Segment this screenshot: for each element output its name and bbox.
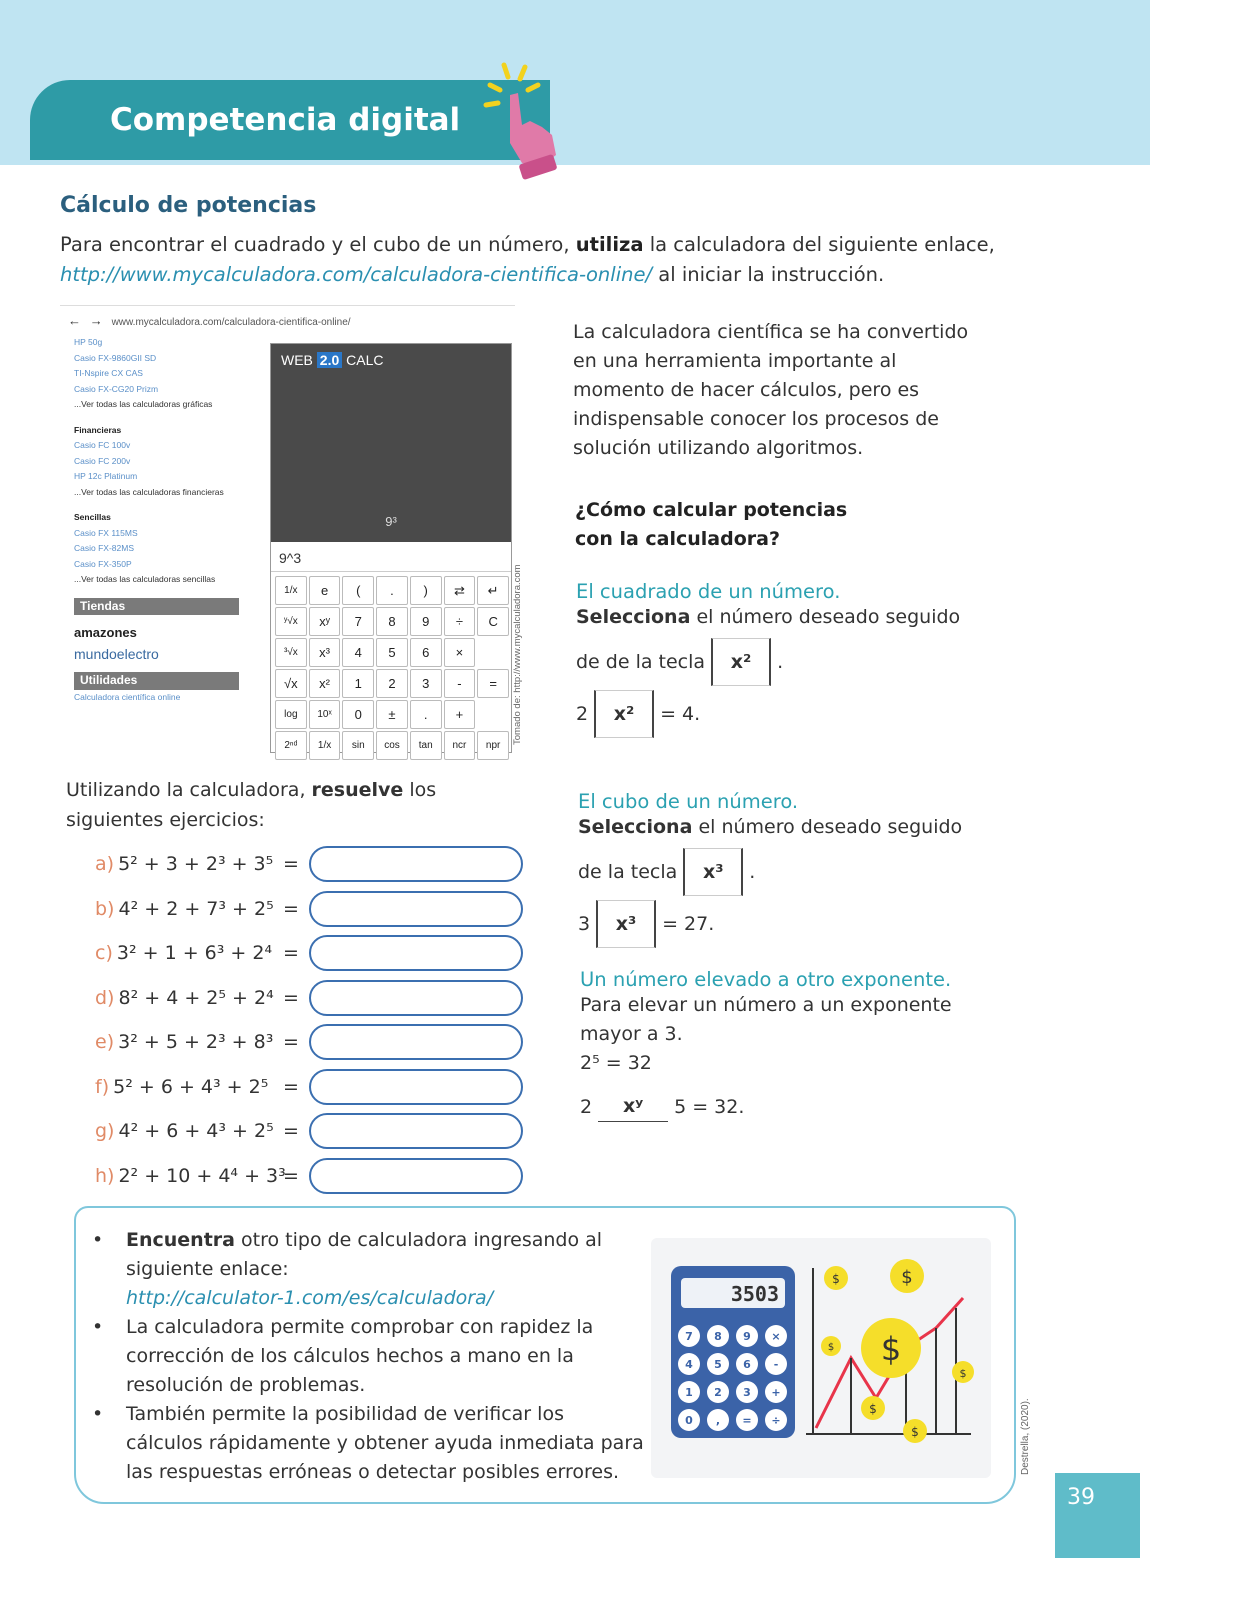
exercise-letter: e) <box>95 1031 115 1054</box>
calculator-keypad <box>275 576 509 760</box>
sidebar-entry[interactable]: Casio FX-82MS <box>74 543 134 553</box>
calculator-key[interactable]: 0 <box>342 700 374 729</box>
sidebar-entry[interactable]: Casio FC 100v <box>74 440 131 450</box>
exercise-expression: 8² + 4 + 2⁵ + 2⁴ <box>118 986 274 1009</box>
answer-box[interactable] <box>309 891 523 927</box>
answer-box[interactable] <box>309 1069 523 1105</box>
calculator-key[interactable]: 1/x <box>275 576 307 605</box>
sidebar-entry[interactable]: Casio FX 115MS <box>74 527 138 538</box>
calculator-money-illustration <box>651 1238 991 1478</box>
calculator-key[interactable]: ↵ <box>477 576 509 605</box>
equals-sign: = <box>283 897 299 920</box>
equals-sign: = <box>283 1075 299 1098</box>
sidebar-entry: Utilidades <box>74 672 239 690</box>
calculator-key[interactable]: C <box>477 607 509 636</box>
calculator-key[interactable]: log <box>275 700 307 729</box>
illustration-credit: Destrella, (2020). <box>1020 1398 1031 1475</box>
exercise-letter: g) <box>95 1120 115 1143</box>
sidebar-entry: Financieras <box>74 424 122 435</box>
equals-sign: = <box>283 986 299 1009</box>
equals-sign: = <box>283 942 299 965</box>
answer-box[interactable] <box>309 980 523 1016</box>
illustration-key-label: 0 <box>685 1414 693 1427</box>
calculator-key[interactable]: tan <box>410 731 442 760</box>
svg-text:$: $ <box>832 1272 840 1286</box>
calculator-key[interactable]: ÷ <box>444 607 476 636</box>
calculator-key[interactable]: 7 <box>342 607 374 636</box>
illustration-key-label: 6 <box>743 1358 751 1371</box>
answer-box[interactable] <box>309 846 523 882</box>
svg-text:$: $ <box>901 1267 913 1288</box>
calculator-key[interactable]: cos <box>376 731 408 760</box>
calculator-key[interactable]: 3 <box>410 669 442 698</box>
illustration-key-label: - <box>773 1358 779 1371</box>
section-heading: Cálculo de potencias <box>60 193 317 218</box>
calculator-key[interactable]: 1/x <box>309 731 341 760</box>
cube-title: El cubo de un número. <box>578 790 799 813</box>
sidebar-entry[interactable]: Casio FX-CG20 Prizm <box>74 383 159 394</box>
illustration-key-label: , <box>715 1414 721 1427</box>
calculator-key[interactable]: ( <box>342 576 374 605</box>
svg-text:$: $ <box>827 1342 835 1353</box>
exercise-expression: 5² + 6 + 4³ + 2⁵ <box>113 1075 269 1098</box>
illustration-key-label: 4 <box>685 1358 693 1371</box>
calculator-key[interactable]: × <box>444 638 476 667</box>
illustration-key-label: × <box>771 1330 781 1343</box>
answer-box[interactable] <box>309 1158 523 1194</box>
exercise-expression: 4² + 2 + 7³ + 2⁵ <box>118 897 274 920</box>
exercise-item <box>95 842 535 887</box>
calculator-key[interactable]: 9 <box>410 607 442 636</box>
illustration-key-label: 3 <box>743 1386 751 1399</box>
sidebar-entry[interactable]: HP 50g <box>74 337 103 347</box>
calculator-display: 9³ <box>385 514 397 529</box>
calculator-key[interactable]: 10ˣ <box>309 700 341 729</box>
exercise-list <box>95 842 535 1198</box>
exercise-expression: 4² + 6 + 4³ + 2⁵ <box>118 1120 274 1143</box>
exercise-expression: 2² + 10 + 4⁴ + 3³ <box>118 1164 286 1187</box>
illustration-key-label: 8 <box>714 1330 722 1343</box>
illustration-key-label: = <box>742 1414 752 1427</box>
calculator-sidebar-list <box>74 335 254 705</box>
sidebar-entry[interactable]: Casio FX-9860GII SD <box>74 352 157 363</box>
square-key-example: x² <box>594 690 654 738</box>
exercise-item <box>95 1020 535 1065</box>
sidebar-entry[interactable]: Casio FC 200v <box>74 455 131 466</box>
illustration-key-label: 7 <box>685 1330 693 1343</box>
equals-sign: = <box>283 1164 299 1187</box>
exercise-item <box>95 1154 535 1199</box>
exercise-letter: h) <box>95 1164 115 1187</box>
calculator-key[interactable]: 5 <box>376 638 408 667</box>
calculator-website-screenshot <box>60 305 520 760</box>
answer-box[interactable] <box>309 935 523 971</box>
calculator-1-link[interactable]: http://calculator-1.com/es/calculadora/ <box>126 1287 494 1309</box>
calculator-key[interactable]: xʸ <box>309 607 341 636</box>
web-calculator <box>270 343 512 753</box>
calculator-key[interactable]: = <box>477 669 509 698</box>
sidebar-entry: ...Ver todas las calculadoras gráficas <box>74 399 213 409</box>
exercise-expression: 5² + 3 + 2³ + 3⁵ <box>118 853 274 876</box>
svg-text:$: $ <box>959 1367 967 1380</box>
exercise-expression: 3² + 5 + 2³ + 8³ <box>118 1031 274 1054</box>
exercise-expression: 3² + 1 + 6³ + 2⁴ <box>116 942 273 965</box>
exercise-item <box>95 887 535 932</box>
calculator-input: 9^3 <box>271 544 511 572</box>
exercise-letter: a) <box>95 853 115 876</box>
screenshot-credit: Tomado de: http://www.mycalculadora.com <box>512 564 523 745</box>
calculator-key[interactable]: √x <box>275 669 307 698</box>
calculator-key[interactable]: e <box>309 576 341 605</box>
calculator-key[interactable]: + <box>444 700 476 729</box>
exercise-letter: f) <box>95 1075 110 1098</box>
right-column: La calculadora científica se ha convertido en una herramienta importante al momento de hacer cálculos, pero es indispensable conocer los procesos de solución utilizando algoritmos. ¿Cómo calcular potencias con la calculadora? El cuadrado de un número. Selecciona el número deseado seguido de de la tecla x² . 2 x² = 4. El cubo de un número. Selecciona el número deseado seguido de la tecla x³ . 3 x³ = 27. Un número elevado a otro exponente. Para elevar un número a un exponente mayor a 3. 2⁵ = 32 2 xʸ 5 = 32. <box>573 318 1003 463</box>
sidebar-entry[interactable]: TI-Nspire CX CAS <box>74 368 143 378</box>
calculator-key[interactable]: . <box>410 700 442 729</box>
illustration-key-label: + <box>771 1386 781 1399</box>
calculator-key[interactable]: ) <box>410 576 442 605</box>
exponent-formula: 2⁵ = 32 <box>580 1052 652 1074</box>
calculator-key[interactable]: npr <box>477 731 509 760</box>
illustration-key-label: 2 <box>714 1386 722 1399</box>
tip-item: • Encuentra otro tipo de calculadora ingresando al siguiente enlace: http://calculator-1.com/es/calculadora/ <box>126 1226 646 1313</box>
calculator-brand: WEB 2.0 CALC <box>281 352 384 368</box>
calculator-key[interactable]: ʸ√x <box>275 607 307 636</box>
cube-key-example: x³ <box>596 900 656 948</box>
tip-item: • También permite la posibilidad de verificar los cálculos rápidamente y obtener ayuda inmediata para las respuestas erróneas o detectar posibles errores. <box>126 1400 646 1487</box>
forward-arrow-icon: → <box>89 313 103 328</box>
sidebar-entry[interactable]: HP 12c Platinum <box>74 471 138 481</box>
sidebar-entry: ...Ver todas las calculadoras financieras <box>74 486 224 497</box>
exercise-item <box>95 976 535 1021</box>
square-key: x² <box>711 638 771 686</box>
illustration-key-label: 1 <box>685 1386 693 1399</box>
exercise-item <box>95 931 535 976</box>
page-title: Competencia digital <box>110 102 461 138</box>
back-arrow-icon: ← <box>68 313 81 328</box>
calculator-key[interactable]: ncr <box>444 731 476 760</box>
exercises-instruction: Utilizando la calculadora, resuelve los siguientes ejercicios: <box>66 779 437 831</box>
calculator-key[interactable]: 8 <box>376 607 408 636</box>
sidebar-entry[interactable]: Calculadora científica online <box>74 691 181 702</box>
calculator-key <box>477 700 509 729</box>
equals-sign: = <box>283 1120 299 1143</box>
illustration-key-label: 5 <box>714 1358 722 1371</box>
how-to-heading: ¿Cómo calcular potencias con la calculadora? <box>575 499 848 550</box>
calculator-key[interactable]: . <box>376 576 408 605</box>
square-title: El cuadrado de un número. <box>576 580 841 603</box>
answer-box[interactable] <box>309 1024 523 1060</box>
exercise-item <box>95 1065 535 1110</box>
svg-text:$: $ <box>911 1425 919 1439</box>
calculator-link[interactable]: http://www.mycalculadora.com/calculadora-cientifica-online/ <box>60 263 653 286</box>
dollar-icon: $ <box>880 1330 902 1368</box>
intro-paragraph: Para encontrar el cuadrado y el cubo de un número, utiliza la calculadora del siguiente enlace, http://www.mycalculadora.com/calculadora-cientifica-online/ al iniciar la instrucción. <box>60 233 995 286</box>
sidebar-entry: Tiendas <box>74 598 239 616</box>
calculator-key[interactable]: 6 <box>410 638 442 667</box>
illustration-display: 3503 <box>730 1282 779 1306</box>
power-key: xʸ <box>598 1092 668 1122</box>
calculator-key[interactable]: - <box>444 669 476 698</box>
equals-sign: = <box>283 853 299 876</box>
calculator-key[interactable]: sin <box>342 731 374 760</box>
answer-box[interactable] <box>309 1113 523 1149</box>
calculator-screen <box>271 344 511 542</box>
tips-list <box>126 1226 646 1487</box>
calculator-key[interactable]: 2 <box>376 669 408 698</box>
exercise-letter: b) <box>95 897 115 920</box>
calculator-key[interactable]: ³√x <box>275 638 307 667</box>
calculator-key[interactable]: 2ⁿᵈ <box>275 731 307 760</box>
calculator-description: La calculadora científica se ha convertido en una herramienta importante al momento de hacer cálculos, pero es indispensable conocer los procesos de solución utilizando algoritmos. <box>573 321 969 459</box>
calculator-key[interactable]: x³ <box>309 638 341 667</box>
exponent-title: Un número elevado a otro exponente. <box>580 968 952 991</box>
browser-url-bar: ← → www.mycalculadora.com/calculadora-cientifica-online/ <box>68 313 351 328</box>
calculator-key <box>477 638 509 667</box>
calculator-key[interactable]: 1 <box>342 669 374 698</box>
sidebar-entry: mundoelectro <box>74 645 159 662</box>
calculator-key[interactable]: 4 <box>342 638 374 667</box>
sidebar-entry: amazones <box>74 625 137 640</box>
exercise-letter: c) <box>95 942 113 965</box>
info-box <box>74 1206 1016 1504</box>
equals-sign: = <box>283 1031 299 1054</box>
sidebar-entry[interactable]: Casio FX-350P <box>74 558 132 569</box>
exercise-item <box>95 1109 535 1154</box>
calculator-key[interactable]: x² <box>309 669 341 698</box>
exercise-letter: d) <box>95 986 115 1009</box>
svg-text:$: $ <box>869 1402 877 1416</box>
calculator-key[interactable]: ⇄ <box>444 576 476 605</box>
sidebar-entry: Sencillas <box>74 512 111 522</box>
illustration-key-label: 9 <box>743 1330 751 1343</box>
page-number: 39 <box>1055 1473 1140 1558</box>
cube-key: x³ <box>683 848 743 896</box>
tip-item: • La calculadora permite comprobar con rapidez la corrección de los cálculos hechos a mano en la resolución de problemas. <box>126 1313 646 1400</box>
sidebar-entry: ...Ver todas las calculadoras sencillas <box>74 574 216 584</box>
pointing-hand-icon <box>470 55 570 185</box>
calculator-key[interactable]: ± <box>376 700 408 729</box>
illustration-key-label: ÷ <box>771 1414 781 1427</box>
